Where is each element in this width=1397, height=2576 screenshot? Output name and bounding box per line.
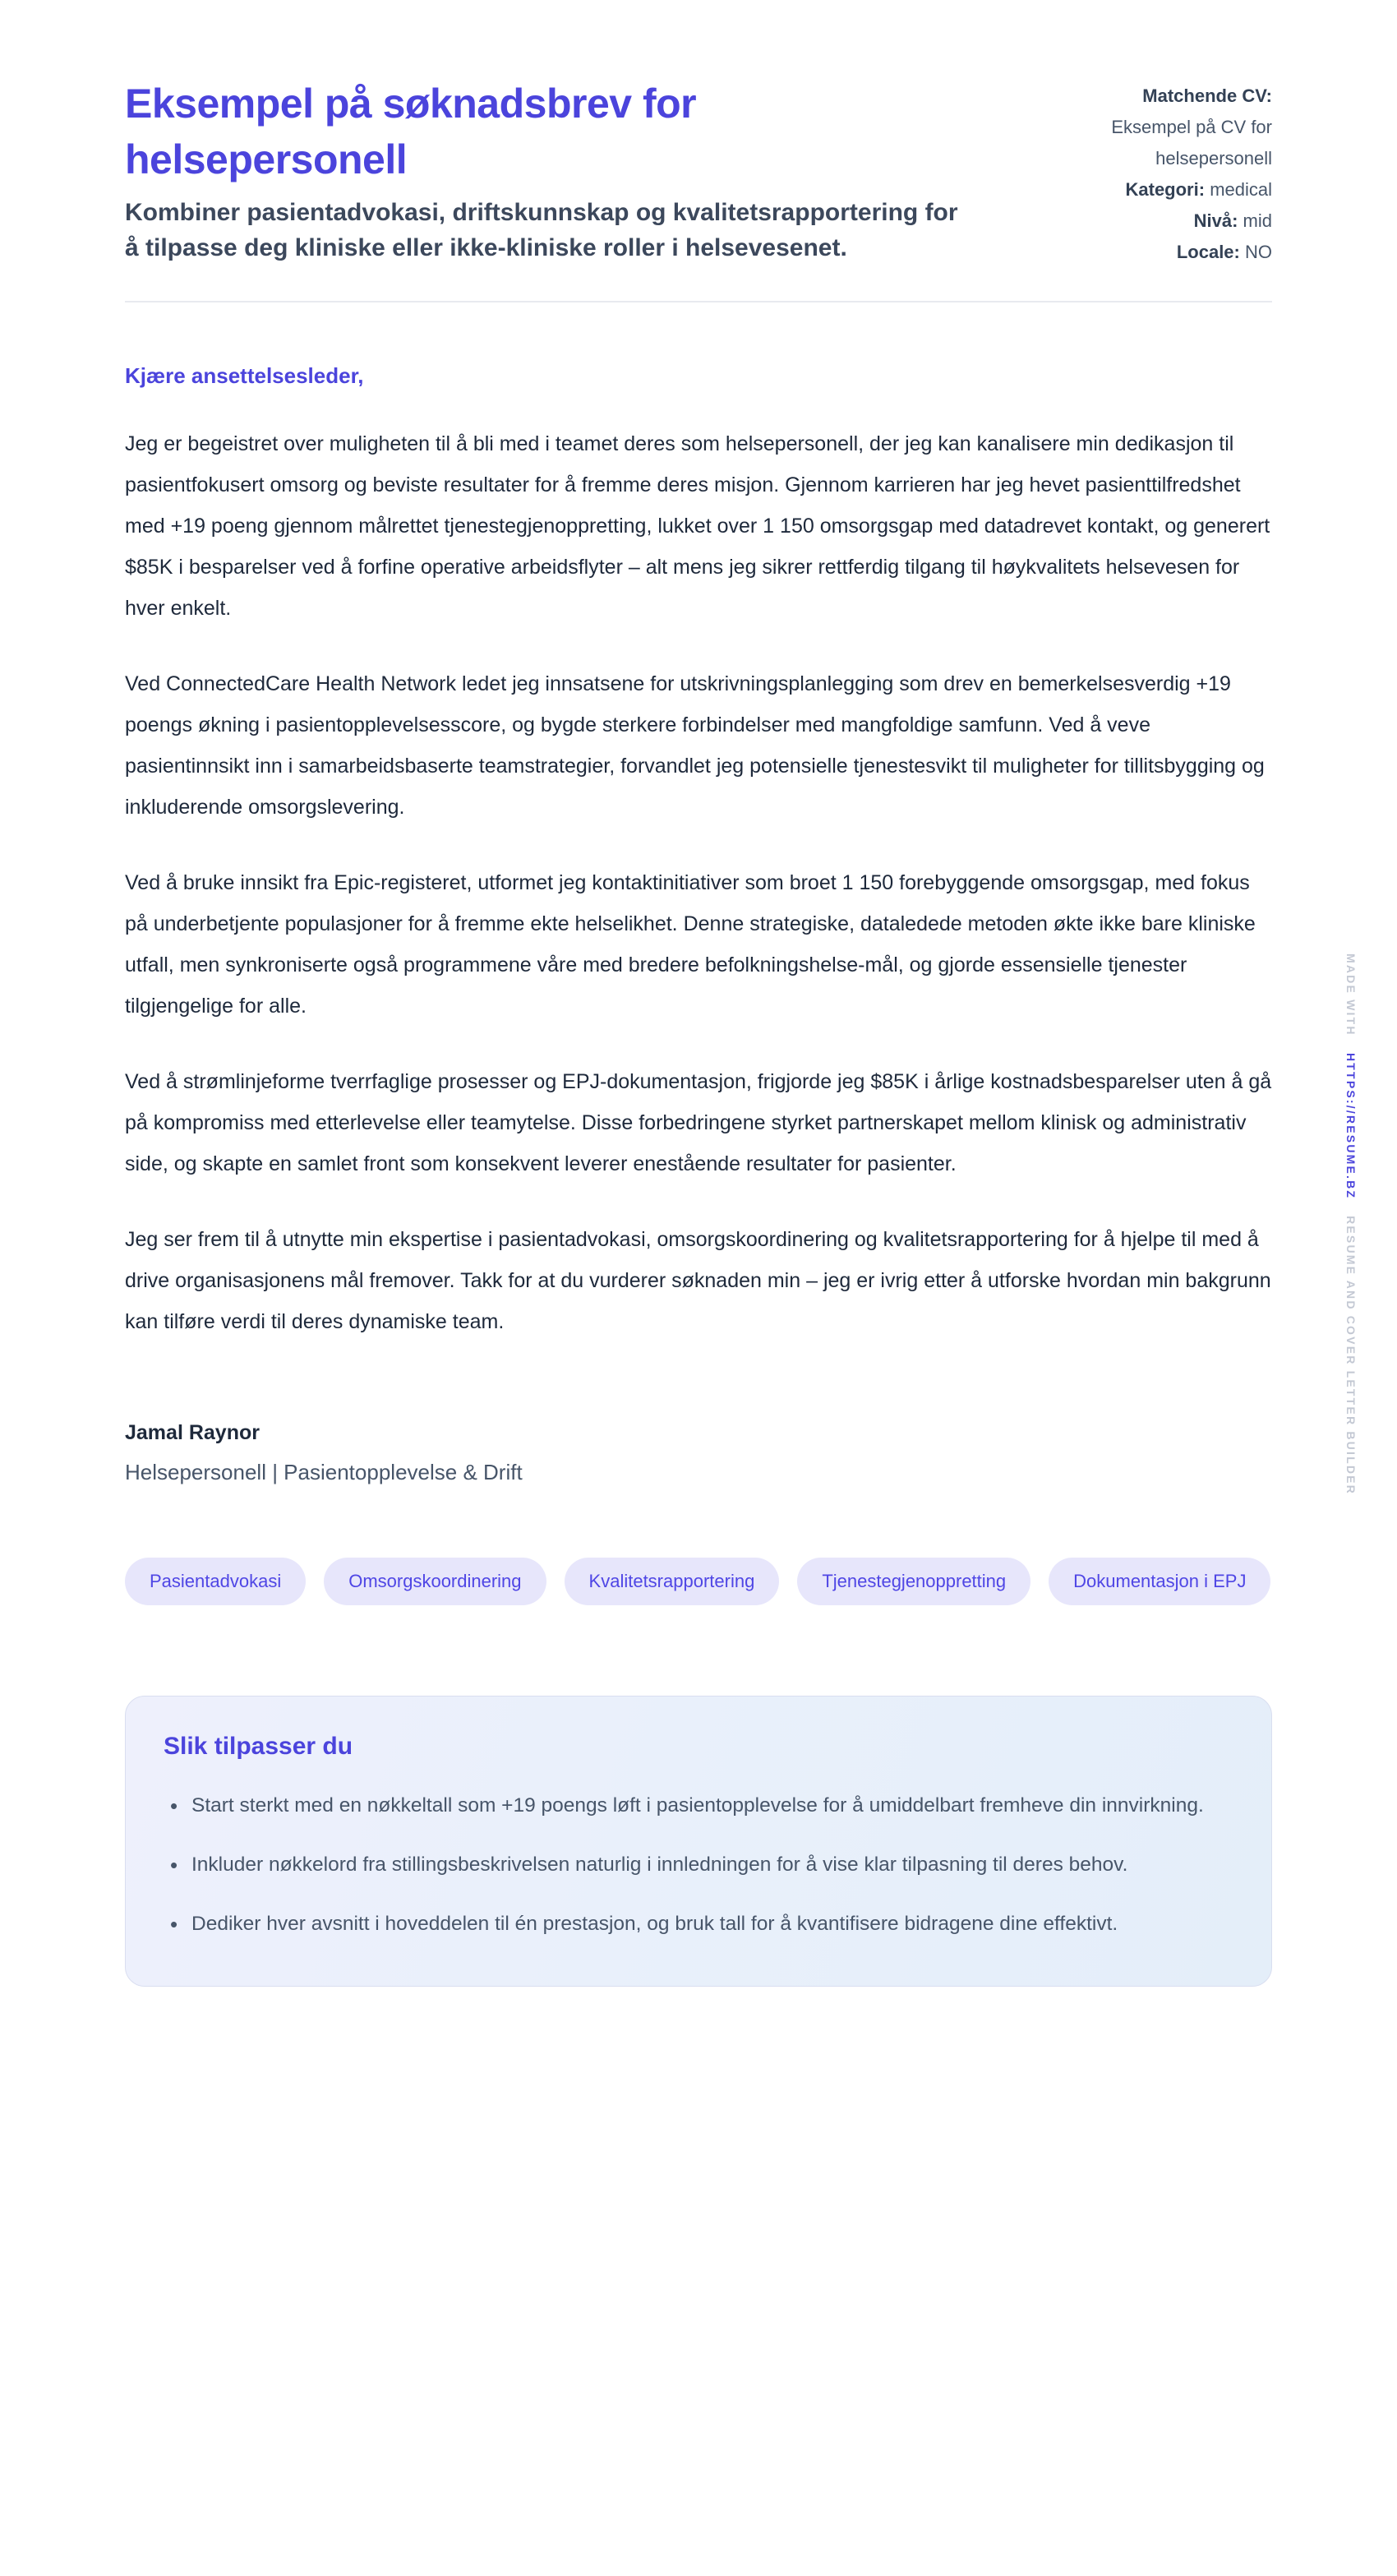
skill-tag: Dokumentasjon i EPJ bbox=[1049, 1558, 1270, 1605]
tips-item-text: Inkluder nøkkelord fra stillingsbeskrivelsen naturlig i innledningen for å vise klar tilpasning til deres behov. bbox=[191, 1854, 1128, 1876]
tips-box bbox=[125, 1696, 1272, 1987]
tips-title: Slik tilpasser du bbox=[164, 1733, 353, 1760]
meta-category-value: medical bbox=[1210, 179, 1272, 200]
page-title: Eksempel på søknadsbrev for helsepersonell bbox=[125, 81, 697, 182]
signature-name: Jamal Raynor bbox=[125, 1421, 260, 1444]
header bbox=[125, 76, 1272, 268]
letter-paragraph-4: Ved å strømlinjeforme tverrfaglige prosesser og EPJ-dokumentasjon, frigjorde jeg $85K i årlige kostnadsbesparelser uten å gå på kompromiss med etterlevelse eller teamytelse. Disse forbedringene styrket partnerskapet mellom klinisk og administrativ side, og skapte en samlet front som konsekvent leverer enestående resultater for pasienter. bbox=[125, 1070, 1272, 1175]
watermark-link[interactable]: HTTPS://RESUME.BZ bbox=[1344, 1052, 1358, 1199]
meta-locale bbox=[1065, 237, 1272, 268]
skill-tag: Pasientadvokasi bbox=[125, 1558, 306, 1605]
letter-paragraph-1: Jeg er begeistret over muligheten til å bli med i teamet deres som helsepersonell, der jeg kan kanalisere min dedikasjon til pasientfokusert omsorg og beviste resultater for å fremme deres misjon. Gjennom karrieren har jeg hevet pasienttilfredshet med +19 poeng gjennom målrettet tjenestegjenoppretting, lukket over 1 150 omsorgsgap med datadrevet kontakt, og generert $85K i besparelser ved å forfine operative arbeidsflyter – alt mens jeg sikrer rettferdig tilgang til høykvalitets helsevesen for hver enkelt. bbox=[125, 432, 1270, 620]
meta-matching-cv-label: Matchende CV: bbox=[1142, 85, 1272, 106]
meta-matching-cv-value: Eksempel på CV for helsepersonell bbox=[1111, 117, 1272, 169]
tips-item-text: Dediker hver avsnitt i hoveddelen til én prestasjon, og bruk tall for å kvantifisere bidragene dine effektivt. bbox=[191, 1913, 1118, 1935]
meta-level-label: Nivå: bbox=[1193, 210, 1238, 231]
header-title-block bbox=[125, 76, 971, 265]
meta-level-value: mid bbox=[1243, 210, 1272, 231]
page-subtitle: Kombiner pasientadvokasi, driftskunnskap og kvalitetsrapportering for å tilpasse deg kliniske eller ikke-kliniske roller i helsevesenet. bbox=[125, 199, 958, 261]
watermark bbox=[1344, 953, 1358, 1495]
tips-item bbox=[164, 1844, 1233, 1886]
meta-level bbox=[1065, 205, 1272, 237]
tips-list bbox=[164, 1785, 1233, 1945]
skill-tag: Tjenestegjenoppretting bbox=[797, 1558, 1030, 1605]
signature-role: Helsepersonell | Pasientopplevelse & Drift bbox=[125, 1460, 523, 1484]
skill-tag: Kvalitetsrapportering bbox=[565, 1558, 780, 1605]
header-divider bbox=[125, 301, 1272, 302]
tips-item bbox=[164, 1904, 1233, 1945]
meta-matching-cv bbox=[1065, 81, 1272, 174]
tips-item bbox=[164, 1785, 1233, 1826]
letter-greeting: Kjære ansettelsesleder, bbox=[125, 363, 364, 388]
letter-paragraph-5: Jeg ser frem til å utnytte min ekspertise i pasientadvokasi, omsorgskoordinering og kvalitetsrapportering for å hjelpe til med å drive organisasjonens mål fremover. Takk for at du vurderer søknaden min – jeg er ivrig etter å utforske hvordan min bakgrunn kan tilføre verdi til deres dynamiske team. bbox=[125, 1228, 1271, 1333]
skill-tag-list bbox=[125, 1558, 1272, 1605]
tips-item-text: Start sterkt med en nøkkeltall som +19 poengs løft i pasientopplevelse for å umiddelbart fremheve din innvirkning. bbox=[191, 1794, 1204, 1817]
watermark-suffix: RESUME AND COVER LETTER BUILDER bbox=[1344, 1216, 1358, 1495]
letter-body bbox=[125, 363, 1272, 1485]
meta-category bbox=[1065, 174, 1272, 205]
meta-category-label: Kategori: bbox=[1125, 179, 1206, 200]
meta-locale-value: NO bbox=[1245, 242, 1272, 262]
skill-tag: Omsorgskoordinering bbox=[324, 1558, 546, 1605]
meta-panel bbox=[1065, 81, 1272, 268]
meta-locale-label: Locale: bbox=[1176, 242, 1240, 262]
letter-paragraph-2: Ved ConnectedCare Health Network ledet jeg innsatsene for utskrivningsplanlegging som drev en bemerkelsesverdig +19 poengs økning i pasientopplevelsesscore, og bygde sterkere forbindelser med mangfoldige samfunn. Ved å veve pasientinnsikt inn i samarbeidsbaserte teamstrategier, forvandlet jeg potensielle tjenestesvikt til muligheter for tillitsbygging og inkluderende omsorgslevering. bbox=[125, 672, 1265, 819]
watermark-prefix: MADE WITH bbox=[1344, 953, 1358, 1036]
letter-paragraph-3: Ved å bruke innsikt fra Epic-registeret, utformet jeg kontaktinitiativer som broet 1 150 forebyggende omsorgsgap, med fokus på underbetjente populasjoner for å fremme ekte helselikhet. Denne strategiske, dataledede metoden økte ikke bare kliniske utfall, men synkroniserte også programmene våre med bredere befolkningshelse-mål, og gjorde essensielle tjenester tilgjengelige for alle. bbox=[125, 871, 1256, 1018]
